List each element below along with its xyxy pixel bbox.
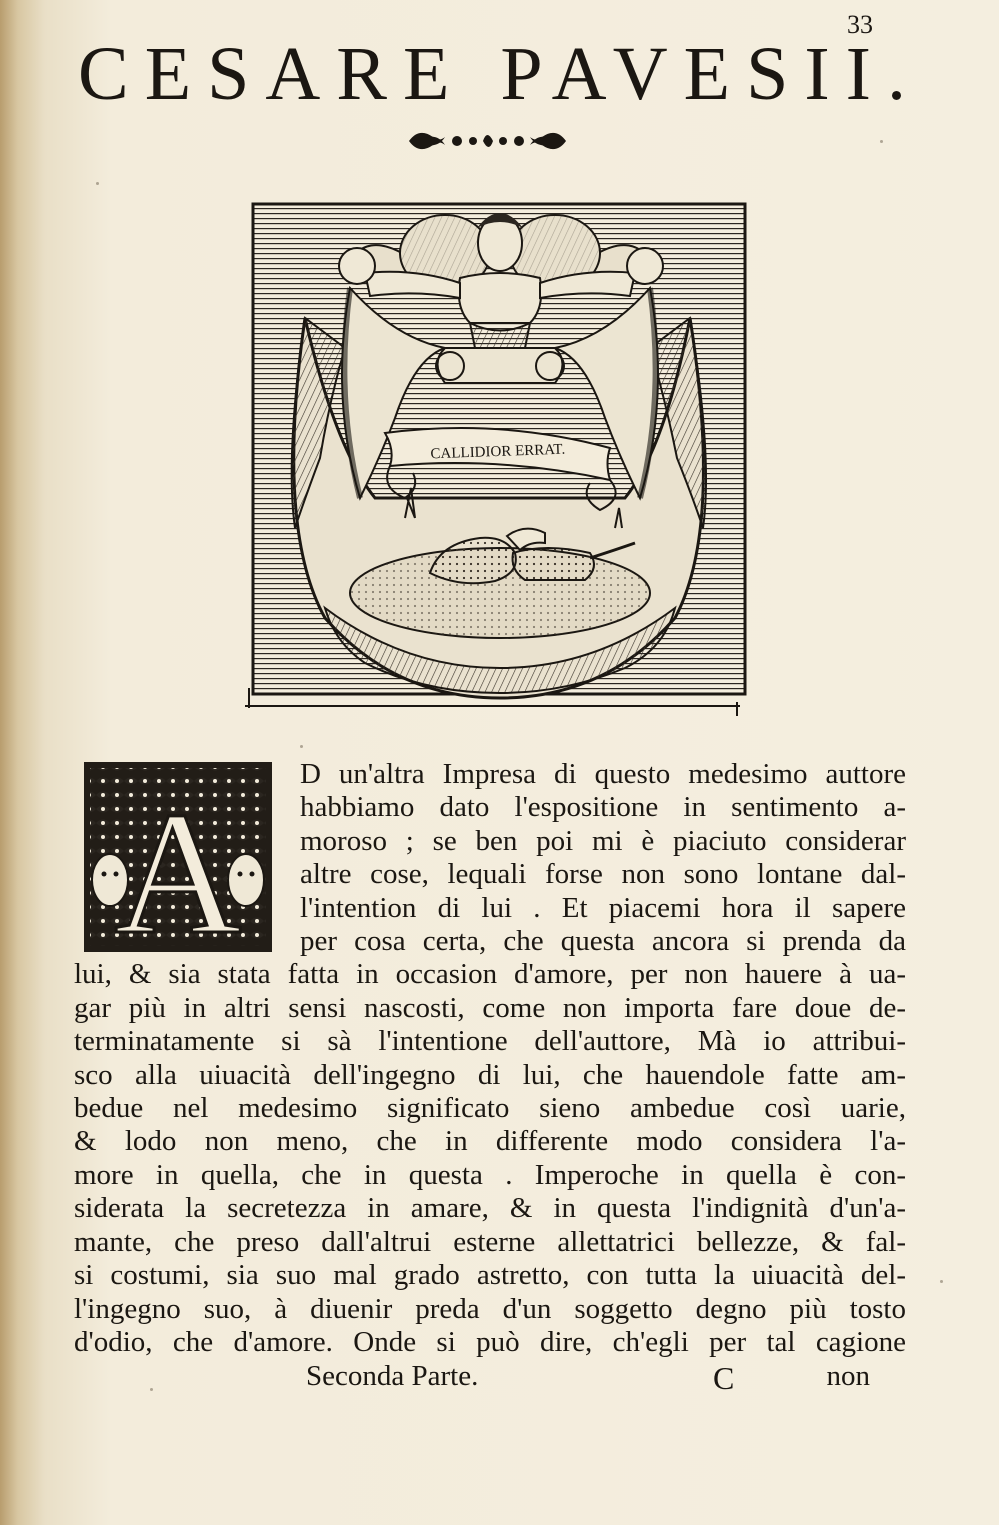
initial-letter: A xyxy=(114,776,242,955)
text-line: gar più in altri sensi nascosti, come non importa fare doue de- xyxy=(74,991,906,1024)
text-line: altre cose, lequali forse non sono lontane dal- xyxy=(300,858,906,891)
signature-line: Seconda Parte. xyxy=(306,1360,479,1392)
emblem-motto: CALLIDIOR ERRAT. xyxy=(430,441,566,463)
text-line: bedue nel medesimo significato sieno ambedue così uarie, xyxy=(74,1092,906,1125)
text-line: terminatamente si sà l'intentione dell'auttore, Mà io attribui- xyxy=(74,1025,906,1058)
text-line: D un'altra Impresa di questo medesimo auttore xyxy=(300,758,906,790)
text-line: more in quella, che in questa . Imperoche in quella è con- xyxy=(74,1158,906,1191)
text-line: si costumi, sia suo mal grado astretto, con tutta la uiuacità del- xyxy=(74,1259,906,1292)
text-line: l'intention di lui . Et piacemi hora il sapere xyxy=(300,891,906,924)
text-line: & lodo non meno, che in differente modo considera l'a- xyxy=(74,1125,906,1158)
text-line: siderata la secretezza in amare, & in questa l'indignità d'un'a- xyxy=(74,1192,906,1225)
text-line: d'odio, che d'amore. Onde si può dire, ch'egli per tal cagione xyxy=(74,1325,906,1358)
emblem-engraving xyxy=(245,198,755,718)
catchword: non xyxy=(826,1360,870,1392)
head-ornament-icon xyxy=(405,124,570,158)
body-text xyxy=(74,758,906,1359)
page-footer xyxy=(78,1360,908,1400)
text-line: mante, che preso dall'altrui esterne allettatrici bellezze, & fal- xyxy=(74,1225,906,1258)
text-line: sco alla uiuacità dell'ingegno di lui, che hauendole fatte am- xyxy=(74,1058,906,1091)
signature-letter: C xyxy=(713,1360,735,1396)
text-line: moroso ; se ben poi mi è piaciuto considerar xyxy=(300,824,906,857)
text-line: per cosa certa, che questa ancora si prenda da xyxy=(300,925,906,958)
text-line: habbiamo dato l'espositione in sentimento a- xyxy=(300,791,906,824)
text-line: l'ingegno suo, à diuenir preda d'un soggetto degno più tosto xyxy=(74,1292,906,1325)
page-number: 33 xyxy=(847,10,873,39)
running-head: CESARE PAVESII. xyxy=(78,32,922,116)
text-line: lui, & sia stata fatta in occasion d'amore, per non hauere à ua- xyxy=(74,958,906,991)
